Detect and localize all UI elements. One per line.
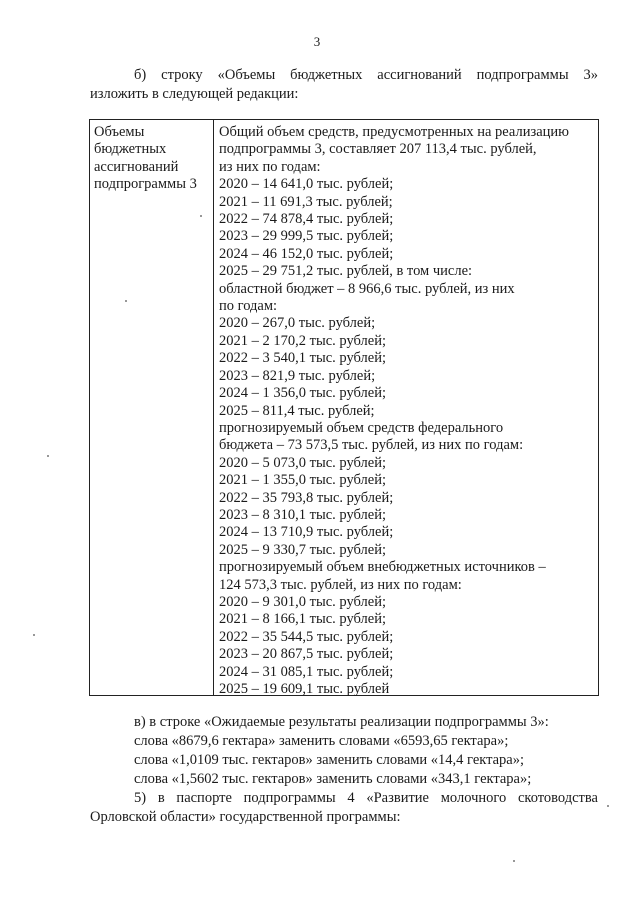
page-number: 3: [313, 34, 321, 49]
replacement-line-1: слова «8679,6 гектара» заменить словами «6593,65 гектара»;: [134, 733, 509, 749]
value-line: 2024 – 1 356,0 тыс. рублей;: [219, 385, 386, 402]
value-line: прогнозируемый объем средств федерального: [219, 419, 504, 436]
budget-table: [89, 119, 599, 696]
amendments-text: [90, 713, 598, 827]
replacement-line-2: слова «1,0109 тыс. гектаров» заменить словами «14,4 гектара»;: [134, 752, 525, 768]
label-line: бюджетных: [94, 141, 167, 158]
value-line: 2020 – 9 301,0 тыс. рублей;: [219, 593, 386, 610]
value-line: 2024 – 46 152,0 тыс. рублей;: [219, 245, 394, 262]
table-value-cell: [214, 120, 598, 695]
value-line: 2020 – 5 073,0 тыс. рублей;: [219, 454, 386, 471]
value-line: областной бюджет – 8 966,6 тыс. рублей, из них: [219, 280, 515, 297]
table-label-cell: [90, 120, 214, 695]
value-line: 2025 – 29 751,2 тыс. рублей, в том числе:: [219, 263, 473, 280]
value-line: 2020 – 267,0 тыс. рублей;: [219, 315, 376, 332]
item-v-line: в) в строке «Ожидаемые результаты реализации подпрограммы 3»:: [134, 714, 549, 730]
value-line: 2025 – 811,4 тыс. рублей;: [219, 402, 375, 419]
value-line: 2022 – 35 793,8 тыс. рублей;: [219, 489, 394, 506]
intro-line-1: б) строку «Объемы бюджетных ассигнований подпрограммы 3»: [134, 67, 598, 83]
scan-speck: [607, 805, 609, 807]
value-line: 2022 – 3 540,1 тыс. рублей;: [219, 350, 386, 367]
label-line: подпрограммы 3: [94, 176, 197, 193]
intro-paragraph: [90, 66, 598, 104]
value-line: 2022 – 74 878,4 тыс. рублей;: [219, 211, 394, 228]
scan-speck: [47, 455, 49, 457]
item-5-line-1: 5) в паспорте подпрограммы 4 «Развитие молочного скотоводства: [134, 790, 598, 806]
value-line: 2022 – 35 544,5 тыс. рублей;: [219, 628, 394, 645]
value-line: 2021 – 2 170,2 тыс. рублей;: [219, 332, 386, 349]
value-line: прогнозируемый объем внебюджетных источников –: [219, 559, 546, 576]
value-line: 2021 – 11 691,3 тыс. рублей;: [219, 193, 393, 210]
replacement-line-3: слова «1,5602 тыс. гектаров» заменить словами «343,1 гектара»;: [134, 771, 532, 787]
value-line: по годам:: [219, 298, 278, 315]
value-line: 2023 – 8 310,1 тыс. рублей;: [219, 506, 386, 523]
value-line: 2025 – 19 609,1 тыс. рублей: [219, 681, 390, 697]
value-line: 2023 – 29 999,5 тыс. рублей;: [219, 228, 394, 245]
value-line: Общий объем средств, предусмотренных на реализацию: [219, 124, 569, 140]
value-line: 2021 – 1 355,0 тыс. рублей;: [219, 472, 386, 489]
label-line: Объемы: [94, 124, 145, 140]
value-line: 2024 – 31 085,1 тыс. рублей;: [219, 663, 394, 680]
value-line: из них по годам:: [219, 158, 321, 175]
scan-speck: [513, 860, 515, 862]
item-5-line-2: Орловской области» государственной программы:: [90, 809, 401, 825]
intro-line-2: изложить в следующей редакции:: [90, 86, 299, 102]
value-line: 2024 – 13 710,9 тыс. рублей;: [219, 524, 394, 541]
value-line: бюджета – 73 573,5 тыс. рублей, из них по годам:: [219, 437, 524, 454]
value-line: 2021 – 8 166,1 тыс. рублей;: [219, 611, 386, 628]
value-line: 2023 – 20 867,5 тыс. рублей;: [219, 646, 394, 663]
scan-speck: [125, 300, 127, 302]
scan-speck: [200, 215, 202, 217]
value-line: 124 573,3 тыс. рублей, из них по годам:: [219, 576, 462, 593]
value-line: 2023 – 821,9 тыс. рублей;: [219, 367, 376, 384]
label-line: ассигнований: [94, 158, 179, 175]
value-line: подпрограммы 3, составляет 207 113,4 тыс. рублей,: [219, 141, 537, 158]
scan-speck: [33, 634, 35, 636]
value-line: 2025 – 9 330,7 тыс. рублей;: [219, 541, 386, 558]
value-line: 2020 – 14 641,0 тыс. рублей;: [219, 176, 394, 193]
